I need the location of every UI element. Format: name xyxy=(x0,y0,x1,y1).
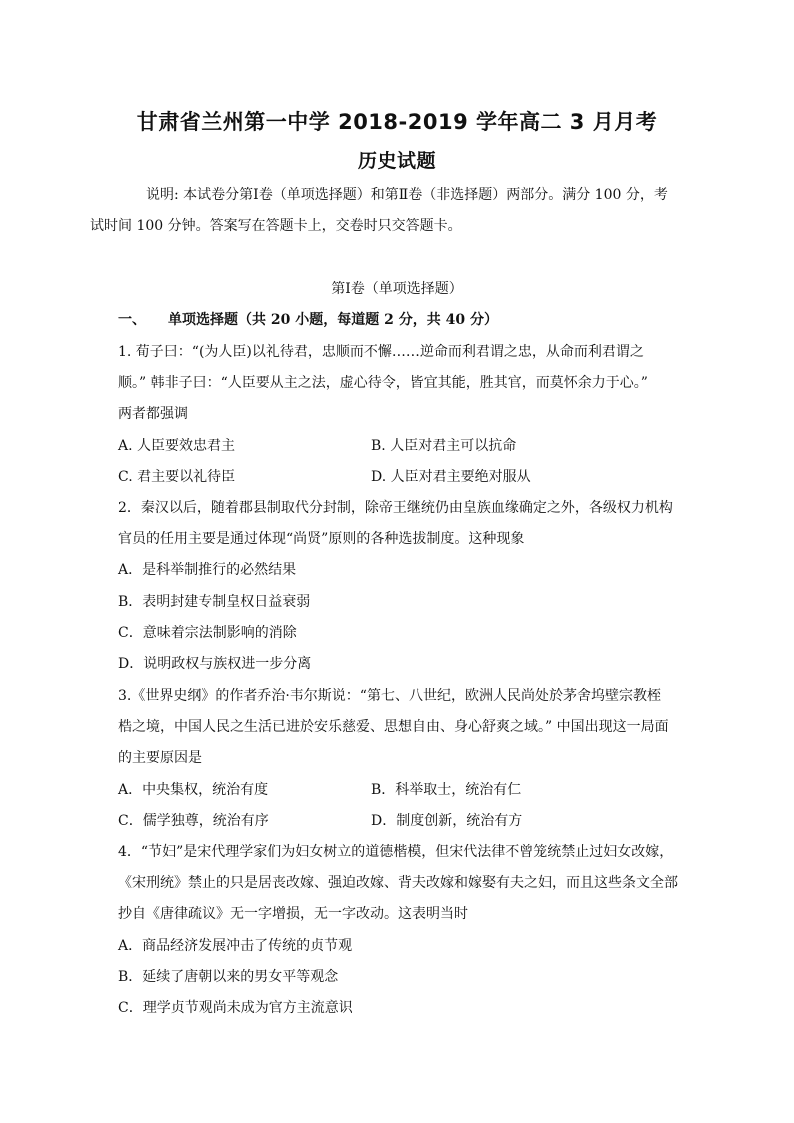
exam-subtitle: 历史试题 xyxy=(357,150,436,172)
question-3-option-a: A．中央集权，统治有度 xyxy=(118,782,269,798)
question-3-line-1: 3.《世界史纲》的作者乔治·韦尔斯说：“第七、八世纪，欧洲人民尚处於茅舍坞壁宗教桎 xyxy=(118,688,661,704)
part-number: 一、 xyxy=(118,312,146,328)
question-3-option-d: D．制度创新，统治有方 xyxy=(371,813,523,829)
question-4-option-a: A．商品经济发展冲击了传统的贞节观 xyxy=(118,938,353,954)
question-3-option-b: B．科举取士，统治有仁 xyxy=(371,782,522,798)
question-1-line-1: 1. 荀子曰：“(为人臣)以礼待君，忠顺而不懈……逆命而利君谓之忠，从命而利君谓之 xyxy=(118,344,644,360)
section-title: 第Ⅰ卷（单项选择题） xyxy=(331,281,463,297)
part-heading xyxy=(118,309,498,329)
question-1-line-2: 顺。” 韩非子曰：“人臣要从主之法，虚心待令，皆宜其能，胜其官，而莫怀余力于心。” xyxy=(118,375,648,391)
question-2-option-a: A．是科举制推行的必然结果 xyxy=(118,562,297,578)
question-4-line-2: 《宋刑统》禁止的只是居丧改嫁、强迫改嫁、背夫改嫁和嫁娶有夫之妇，而且这些条文全部 xyxy=(118,875,678,891)
question-1-option-b: B. 人臣对君主可以抗命 xyxy=(371,438,517,454)
question-3-line-3: 的主要原因是 xyxy=(118,750,202,766)
question-1-option-d: D. 人臣对君主要绝对服从 xyxy=(371,469,531,485)
question-1-line-3: 两者都强调 xyxy=(118,406,188,422)
exam-title: 甘肃省兰州第一中学 2018-2019 学年高二 3 月月考 xyxy=(136,110,658,134)
question-4-option-b: B．延续了唐朝以来的男女平等观念 xyxy=(118,969,339,985)
part-title: 单项选择题（共 20 小题，每道题 2 分，共 40 分） xyxy=(168,312,498,328)
question-4-line-3: 抄自《唐律疏议》无一字增损，无一字改动。这表明当时 xyxy=(118,906,468,922)
question-2-option-b: B．表明封建专制皇权日益衰弱 xyxy=(118,594,311,610)
question-4-option-c: C．理学贞节观尚未成为官方主流意识 xyxy=(118,1000,353,1016)
question-2-line-1: 2．秦汉以后，随着郡县制取代分封制，除帝王继统仍由皇族血缘确定之外，各级权力机构 xyxy=(118,500,673,516)
question-2-option-d: D．说明政权与族权进一步分离 xyxy=(118,656,312,672)
question-1-option-c: C. 君主要以礼待臣 xyxy=(118,469,236,485)
question-3-line-2: 梏之境，中国人民之生活已进於安乐慈爱、思想自由、身心舒爽之域。” 中国出现这一局面 xyxy=(118,719,669,735)
question-2-line-2: 官员的任用主要是通过体现“尚贤”原则的各种选拔制度。这种现象 xyxy=(118,531,525,547)
question-1-option-a: A. 人臣要效忠君主 xyxy=(118,438,236,454)
question-3-option-c: C．儒学独尊，统治有序 xyxy=(118,813,269,829)
question-2-option-c: C．意味着宗法制影响的消除 xyxy=(118,625,297,641)
instructions-line-2: 试时间 100 分钟。答案写在答题卡上，交卷时只交答题卡。 xyxy=(90,218,462,234)
question-4-line-1: 4．“节妇”是宋代理学家们为妇女树立的道德楷模，但宋代法律不曾笼统禁止过妇女改嫁， xyxy=(118,844,674,860)
instructions xyxy=(90,180,678,242)
instructions-line-1: 说明: 本试卷分第Ⅰ卷（单项选择题）和第Ⅱ卷（非选择题）两部分。满分 100 分，考 xyxy=(146,187,668,203)
